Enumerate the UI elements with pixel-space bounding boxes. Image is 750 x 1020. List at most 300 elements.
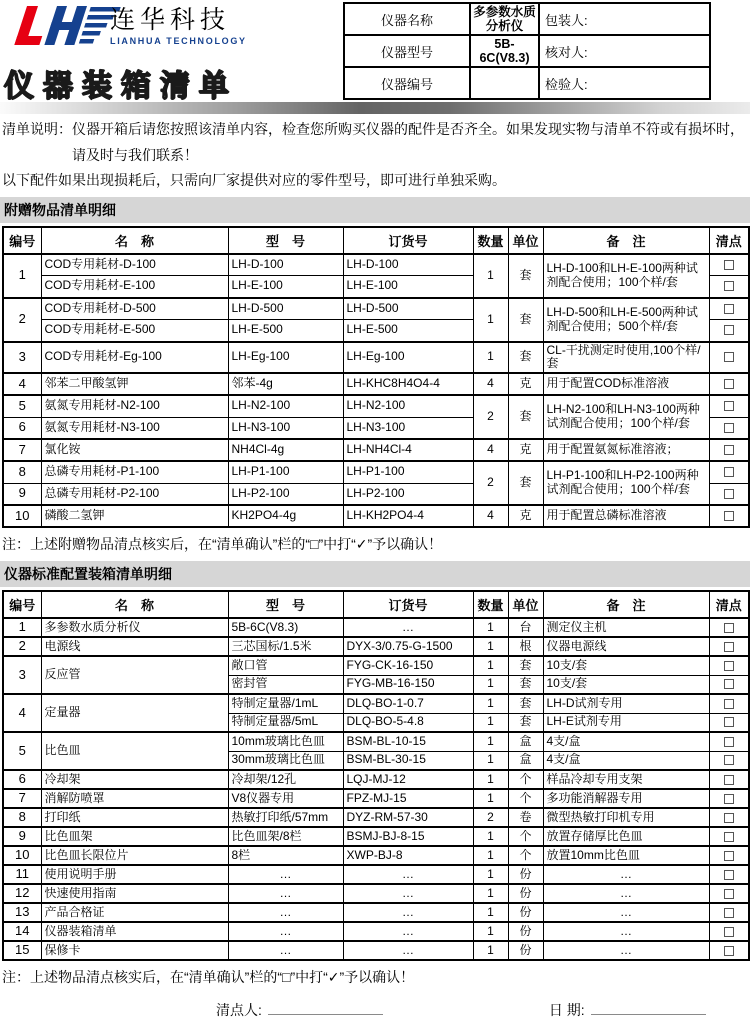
cell-unit: 套 <box>508 713 543 732</box>
info-label: 仪器名称 <box>344 3 470 35</box>
checkbox[interactable] <box>724 946 734 956</box>
cell-qty: 1 <box>473 827 508 846</box>
cell-check <box>709 846 749 865</box>
column-header-6: 备 注 <box>543 591 709 618</box>
cell-check <box>709 298 749 320</box>
checkbox[interactable] <box>724 642 734 652</box>
table-row <box>3 254 749 276</box>
table-row <box>3 395 749 417</box>
cell-name: COD专用耗材-Eg-100 <box>41 342 228 374</box>
cell-check <box>709 713 749 732</box>
cell-name: 定量器 <box>41 694 228 732</box>
column-header-0: 编号 <box>3 591 41 618</box>
cell-unit: 套 <box>508 694 543 713</box>
cell-model: KH2PO4-4g <box>228 505 343 527</box>
table-row <box>3 922 749 941</box>
table-row <box>3 865 749 884</box>
cell-qty: 1 <box>473 713 508 732</box>
cell-order: BSM-BL-10-15 <box>343 732 473 751</box>
cell-num: 8 <box>3 461 41 483</box>
cell-unit: 台 <box>508 618 543 637</box>
cell-model: 8栏 <box>228 846 343 865</box>
cell-order: LH-Eg-100 <box>343 342 473 374</box>
table-row <box>3 827 749 846</box>
column-header-5: 单位 <box>508 591 543 618</box>
instrument-serial-value[interactable] <box>470 67 539 99</box>
cell-check <box>709 483 749 505</box>
section-title-standard-config: 仪器标准配置装箱清单明细 <box>0 561 750 587</box>
instrument-name-value: 多参数水质分析仪 <box>470 3 539 35</box>
cell-order: … <box>343 884 473 903</box>
cell-check <box>709 770 749 789</box>
company-name-cn: 连华科技 <box>110 6 231 34</box>
cell-check <box>709 884 749 903</box>
info-label: 仪器型号 <box>344 35 470 67</box>
checker-field <box>216 1000 383 1020</box>
cell-model: LH-Eg-100 <box>228 342 343 374</box>
cell-model: LH-E-500 <box>228 320 343 342</box>
cell-name: 磷酸二氢钾 <box>41 505 228 527</box>
checkbox[interactable] <box>724 445 734 455</box>
cell-order: DLQ-BO-1-0.7 <box>343 694 473 713</box>
cell-model: 三芯国标/1.5米 <box>228 637 343 656</box>
table-row <box>344 67 710 99</box>
cell-check <box>709 675 749 694</box>
cell-order: DYZ-RM-57-30 <box>343 808 473 827</box>
cell-check <box>709 505 749 527</box>
section-title-gift-items: 附赠物品清单明细 <box>0 197 750 223</box>
cell-model: LH-E-100 <box>228 276 343 298</box>
cell-qty: 1 <box>473 342 508 374</box>
cell-check <box>709 751 749 770</box>
cell-name: 多参数水质分析仪 <box>41 618 228 637</box>
cell-model: NH4Cl-4g <box>228 439 343 461</box>
instrument-model-value: 5B-6C(V8.3) <box>470 35 539 67</box>
cell-num: 4 <box>3 373 41 395</box>
cell-num: 10 <box>3 846 41 865</box>
column-header-7: 清点 <box>709 227 749 254</box>
cell-name: 比色皿长限位片 <box>41 846 228 865</box>
column-header-2: 型 号 <box>228 591 343 618</box>
cell-num: 14 <box>3 922 41 941</box>
table-row <box>344 35 710 67</box>
page-header <box>0 0 750 101</box>
cell-order: LH-NH4Cl-4 <box>343 439 473 461</box>
checkbox[interactable] <box>724 401 734 411</box>
cell-unit: 克 <box>508 439 543 461</box>
checkbox[interactable] <box>724 851 734 861</box>
cell-name: 总磷专用耗材-P2-100 <box>41 483 228 505</box>
cell-qty: 1 <box>473 298 508 342</box>
checkbox[interactable] <box>724 755 734 765</box>
cell-unit: 根 <box>508 637 543 656</box>
cell-order: XWP-BJ-8 <box>343 846 473 865</box>
table-row <box>3 884 749 903</box>
lianhua-logo-icon <box>4 3 104 49</box>
cell-note: LH-D-500和LH-E-500两种试剂配合使用；500个样/套 <box>543 298 709 342</box>
cell-model: … <box>228 865 343 884</box>
cell-model: V8仪器专用 <box>228 789 343 808</box>
cell-note: LH-N2-100和LH-N3-100两种试剂配合使用；100个样/套 <box>543 395 709 439</box>
column-header-1: 名 称 <box>41 227 228 254</box>
cell-model: LH-N2-100 <box>228 395 343 417</box>
gift-items-table <box>2 226 750 529</box>
table-row <box>3 342 749 374</box>
table-row <box>3 298 749 320</box>
info-label: 仪器编号 <box>344 67 470 99</box>
cell-note: 样品冷却专用支架 <box>543 770 709 789</box>
column-header-5: 单位 <box>508 227 543 254</box>
column-header-4: 数量 <box>473 591 508 618</box>
cell-name: COD专用耗材-E-500 <box>41 320 228 342</box>
cell-model: 5B-6C(V8.3) <box>228 618 343 637</box>
cell-check <box>709 808 749 827</box>
cell-num: 8 <box>3 808 41 827</box>
inspector-sign-field[interactable]: 检验人: <box>539 67 710 99</box>
cell-qty: 1 <box>473 922 508 941</box>
date-field <box>549 1000 706 1020</box>
checkbox[interactable] <box>724 352 734 362</box>
cell-unit: 份 <box>508 865 543 884</box>
cell-note: 4支/盒 <box>543 732 709 751</box>
cell-model: LH-D-500 <box>228 298 343 320</box>
cell-qty: 1 <box>473 637 508 656</box>
cell-check <box>709 922 749 941</box>
cell-name: COD专用耗材-E-100 <box>41 276 228 298</box>
checkbox[interactable] <box>724 304 734 314</box>
checkbox[interactable] <box>724 281 734 291</box>
cell-num: 15 <box>3 941 41 960</box>
cell-num: 1 <box>3 254 41 298</box>
cell-qty: 1 <box>473 770 508 789</box>
cell-note: 多功能消解器专用 <box>543 789 709 808</box>
cell-unit: 套 <box>508 656 543 675</box>
checkbox[interactable] <box>724 813 734 823</box>
cell-unit: 个 <box>508 846 543 865</box>
checkbox[interactable] <box>724 699 734 709</box>
table-row <box>3 618 749 637</box>
cell-num: 7 <box>3 789 41 808</box>
cell-name: 氯化铵 <box>41 439 228 461</box>
cell-name: 快速使用指南 <box>41 884 228 903</box>
cell-qty: 1 <box>473 789 508 808</box>
cell-name: 比色皿 <box>41 732 228 770</box>
checkbox[interactable] <box>724 661 734 671</box>
cell-num: 2 <box>3 637 41 656</box>
cell-order: LQJ-MJ-12 <box>343 770 473 789</box>
cell-name: COD专用耗材-D-500 <box>41 298 228 320</box>
cell-name: 使用说明手册 <box>41 865 228 884</box>
checkbox[interactable] <box>724 679 734 689</box>
checkbox[interactable] <box>724 623 734 633</box>
cell-check <box>709 276 749 298</box>
cell-num: 13 <box>3 903 41 922</box>
column-header-7: 清点 <box>709 591 749 618</box>
cell-note: 10支/套 <box>543 656 709 675</box>
column-header-6: 备 注 <box>543 227 709 254</box>
cell-name: 氨氮专用耗材-N2-100 <box>41 395 228 417</box>
cell-num: 12 <box>3 884 41 903</box>
packer-sign-field[interactable]: 包装人: <box>539 3 710 35</box>
cell-name: COD专用耗材-D-100 <box>41 254 228 276</box>
cell-note: 用于配置氨氮标准溶液； <box>543 439 709 461</box>
cell-unit: 套 <box>508 395 543 439</box>
gift-items-note: 注：上述附赠物品清点核实后，在“清单确认”栏的“□”中打“✓”予以确认！ <box>2 536 443 553</box>
cell-qty: 2 <box>473 461 508 505</box>
cell-name: 消解防喷罩 <box>41 789 228 808</box>
cell-unit: 套 <box>508 298 543 342</box>
cell-unit: 个 <box>508 827 543 846</box>
cell-num: 10 <box>3 505 41 527</box>
cell-check <box>709 320 749 342</box>
cell-num: 2 <box>3 298 41 342</box>
cell-name: 电源线 <box>41 637 228 656</box>
cell-note: … <box>543 884 709 903</box>
signature-row <box>0 1000 750 1020</box>
column-header-2: 型 号 <box>228 227 343 254</box>
cell-unit: 克 <box>508 505 543 527</box>
cell-num: 5 <box>3 732 41 770</box>
cell-note: 仪器电源线 <box>543 637 709 656</box>
cell-order: … <box>343 865 473 884</box>
cell-num: 6 <box>3 770 41 789</box>
cell-order: FYG-CK-16-150 <box>343 656 473 675</box>
cell-unit: 套 <box>508 342 543 374</box>
checker-signature-line[interactable] <box>268 1000 383 1015</box>
header-row <box>3 227 749 254</box>
cell-num: 3 <box>3 342 41 374</box>
cell-name: 总磷专用耗材-P1-100 <box>41 461 228 483</box>
cell-check <box>709 417 749 439</box>
checkbox[interactable] <box>724 927 734 937</box>
intro-text <box>0 114 750 190</box>
cell-model: … <box>228 903 343 922</box>
cell-order: LH-E-500 <box>343 320 473 342</box>
cell-check <box>709 395 749 417</box>
cell-check <box>709 637 749 656</box>
cell-qty: 1 <box>473 751 508 770</box>
cell-model: … <box>228 922 343 941</box>
cell-check <box>709 941 749 960</box>
cell-check <box>709 342 749 374</box>
checkbox[interactable] <box>724 794 734 804</box>
cell-note: … <box>543 922 709 941</box>
cell-unit: 份 <box>508 884 543 903</box>
cell-name: 反应管 <box>41 656 228 694</box>
cell-qty: 1 <box>473 694 508 713</box>
checkbox[interactable] <box>724 379 734 389</box>
cell-name: 保修卡 <box>41 941 228 960</box>
cell-unit: 个 <box>508 789 543 808</box>
cell-order: LH-E-100 <box>343 276 473 298</box>
cell-qty: 1 <box>473 846 508 865</box>
cell-model: LH-D-100 <box>228 254 343 276</box>
cell-order: LH-KHC8H4O4-4 <box>343 373 473 395</box>
cell-num: 5 <box>3 395 41 417</box>
cell-name: 打印纸 <box>41 808 228 827</box>
cell-model: 密封管 <box>228 675 343 694</box>
cell-order: LH-N2-100 <box>343 395 473 417</box>
cell-qty: 2 <box>473 808 508 827</box>
cell-model: LH-P1-100 <box>228 461 343 483</box>
cell-note: 用于配置总磷标准溶液 <box>543 505 709 527</box>
cell-order: BSM-BL-30-15 <box>343 751 473 770</box>
cell-order: … <box>343 922 473 941</box>
cell-note: LH-E试剂专用 <box>543 713 709 732</box>
cell-unit: 套 <box>508 461 543 505</box>
cell-model: … <box>228 941 343 960</box>
cell-model: 10mm玻璃比色皿 <box>228 732 343 751</box>
cell-order: LH-N3-100 <box>343 417 473 439</box>
cell-note: … <box>543 865 709 884</box>
column-header-3: 订货号 <box>343 227 473 254</box>
cell-check <box>709 865 749 884</box>
brand-text <box>110 7 247 46</box>
cell-num: 9 <box>3 483 41 505</box>
cell-num: 3 <box>3 656 41 694</box>
table-row <box>3 505 749 527</box>
column-header-4: 数量 <box>473 227 508 254</box>
cell-order: DYX-3/0.75-G-1500 <box>343 637 473 656</box>
cell-check <box>709 732 749 751</box>
cell-name: 冷却架 <box>41 770 228 789</box>
checkbox[interactable] <box>724 870 734 880</box>
column-header-1: 名 称 <box>41 591 228 618</box>
checkbox[interactable] <box>724 832 734 842</box>
table-row <box>3 461 749 483</box>
checkbox[interactable] <box>724 467 734 477</box>
cell-order: FYG-MB-16-150 <box>343 675 473 694</box>
cell-check <box>709 789 749 808</box>
checkbox[interactable] <box>724 775 734 785</box>
cell-model: LH-N3-100 <box>228 417 343 439</box>
cell-order: FPZ-MJ-15 <box>343 789 473 808</box>
cell-num: 6 <box>3 417 41 439</box>
cell-model: 比色皿架/8栏 <box>228 827 343 846</box>
document-title: 仪器装箱清单 <box>4 70 238 103</box>
cell-unit: 套 <box>508 675 543 694</box>
cell-unit: 克 <box>508 373 543 395</box>
cell-num: 4 <box>3 694 41 732</box>
table-row <box>3 941 749 960</box>
company-name-en: LIANHUA TECHNOLOGY <box>110 36 247 47</box>
cell-order: LH-KH2PO4-4 <box>343 505 473 527</box>
checkbox[interactable] <box>724 511 734 521</box>
cell-check <box>709 618 749 637</box>
cell-qty: 1 <box>473 732 508 751</box>
cell-order: BSMJ-BJ-8-15 <box>343 827 473 846</box>
cell-check <box>709 903 749 922</box>
cell-qty: 1 <box>473 675 508 694</box>
cell-qty: 1 <box>473 618 508 637</box>
cell-note: LH-D-100和LH-E-100两种试剂配合使用；100个样/套 <box>543 254 709 298</box>
column-header-3: 订货号 <box>343 591 473 618</box>
cell-check <box>709 373 749 395</box>
checkbox[interactable] <box>724 423 734 433</box>
table-row <box>3 808 749 827</box>
instrument-info-table <box>343 2 711 100</box>
checkbox[interactable] <box>724 325 734 335</box>
cell-note: 用于配置COD标准溶液 <box>543 373 709 395</box>
intro-line-1: 清单说明：仪器开箱后请您按照该清单内容，检查您所购买仪器的配件是否齐全。如果发现实物与清单不符或有损坏时， <box>2 121 744 137</box>
cell-unit: 盒 <box>508 751 543 770</box>
cell-note: 微型热敏打印机专用 <box>543 808 709 827</box>
checkbox[interactable] <box>724 889 734 899</box>
table-row <box>3 656 749 675</box>
cell-name: 氨氮专用耗材-N3-100 <box>41 417 228 439</box>
cell-order: LH-P2-100 <box>343 483 473 505</box>
cell-num: 1 <box>3 618 41 637</box>
cell-qty: 4 <box>473 373 508 395</box>
cell-model: 特制定量器/1mL <box>228 694 343 713</box>
cell-note: LH-D试剂专用 <box>543 694 709 713</box>
cell-order: … <box>343 618 473 637</box>
cell-note: … <box>543 941 709 960</box>
cell-check <box>709 439 749 461</box>
cell-order: LH-P1-100 <box>343 461 473 483</box>
date-label: 日 期: <box>548 1002 585 1019</box>
cell-num: 7 <box>3 439 41 461</box>
cell-unit: 份 <box>508 941 543 960</box>
checkbox[interactable] <box>724 908 734 918</box>
table-row <box>3 637 749 656</box>
cell-model: 冷却架/12孔 <box>228 770 343 789</box>
checkbox[interactable] <box>724 260 734 270</box>
cell-note: CL-干扰测定时使用,100个样/套 <box>543 342 709 374</box>
cell-order: DLQ-BO-5-4.8 <box>343 713 473 732</box>
cell-num: 9 <box>3 827 41 846</box>
cell-note: 10支/套 <box>543 675 709 694</box>
cell-note: LH-P1-100和LH-P2-100两种试剂配合使用；100个样/套 <box>543 461 709 505</box>
cell-qty: 1 <box>473 865 508 884</box>
table-row <box>3 789 749 808</box>
cell-qty: 1 <box>473 884 508 903</box>
table-row <box>344 3 710 35</box>
cell-model: 邻苯-4g <box>228 373 343 395</box>
verifier-sign-field[interactable]: 核对人: <box>539 35 710 67</box>
cell-unit: 盒 <box>508 732 543 751</box>
header-row <box>3 591 749 618</box>
cell-qty: 1 <box>473 656 508 675</box>
cell-note: … <box>543 903 709 922</box>
checkbox[interactable] <box>724 737 734 747</box>
table-row <box>3 903 749 922</box>
cell-qty: 1 <box>473 941 508 960</box>
date-signature-line[interactable] <box>591 1000 706 1015</box>
cell-check <box>709 694 749 713</box>
standard-config-table <box>2 590 750 961</box>
cell-model: LH-P2-100 <box>228 483 343 505</box>
table-row <box>3 846 749 865</box>
cell-check <box>709 656 749 675</box>
table-row <box>3 770 749 789</box>
cell-name: 邻苯二甲酸氢钾 <box>41 373 228 395</box>
cell-qty: 4 <box>473 439 508 461</box>
checkbox[interactable] <box>724 489 734 499</box>
cell-name: 仪器装箱清单 <box>41 922 228 941</box>
cell-check <box>709 827 749 846</box>
cell-unit: 份 <box>508 922 543 941</box>
cell-order: LH-D-100 <box>343 254 473 276</box>
cell-order: … <box>343 903 473 922</box>
intro-line-2: 请及时与我们联系！ <box>72 146 198 163</box>
table-row <box>3 439 749 461</box>
cell-note: 放置存储厚比色皿 <box>543 827 709 846</box>
checkbox[interactable] <box>724 717 734 727</box>
cell-unit: 套 <box>508 254 543 298</box>
cell-name: 产品合格证 <box>41 903 228 922</box>
checker-label: 清点人: <box>216 1002 262 1019</box>
